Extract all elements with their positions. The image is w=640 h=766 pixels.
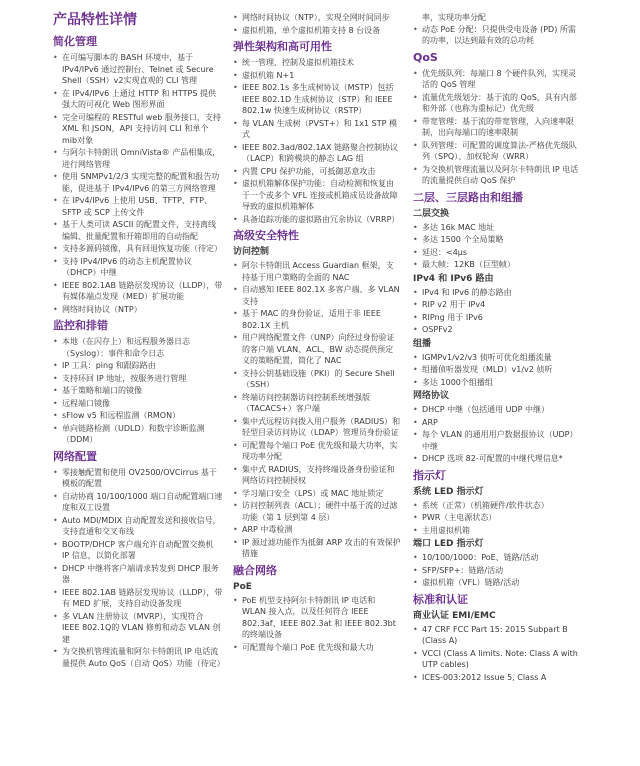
list-item: • 具备追踪功能的虚拟路由冗余协议（VRRP）	[233, 214, 401, 226]
bullet-list	[413, 500, 583, 537]
list-item: • RIP v2 用于 IPv4	[413, 299, 583, 311]
column-2	[233, 12, 401, 655]
list-item: • 为交换机管理流量以及阿尔卡特朗讯 IP 电话的流量提供自动 QoS 保护	[413, 164, 583, 187]
section-heading: 二层、三层路由和组播	[413, 190, 523, 204]
list-item: • 用户网络配置文件（UNP）向经过身份验证的客户端 VLAN、ACL、BW 动态提供预定义的策略配置，简化了 NAC	[233, 332, 401, 367]
list-item: • 本地（在闪存上）和远程服务器日志（Syslog）：事件和命令日志	[53, 336, 223, 359]
list-item: • 使用 SNMPv1/2/3 实现完整的配置和报告功能，促进基于 IPv4/IPv6 的第三方网络管理	[53, 171, 223, 194]
bullet-list	[233, 595, 401, 654]
list-item: • DHCP 中继（包括通用 UDP 中继）	[413, 404, 583, 416]
column-3-lead-list	[413, 24, 583, 47]
list-item: • RIPng 用于 IPv6	[413, 312, 583, 324]
list-item: • 多达 1000个组播组	[413, 377, 583, 389]
list-item: • 带宽管理：基于流的带宽管理，入向速率限制，出向每端口的速率限制	[413, 116, 583, 139]
list-item: • 虚拟机箱解体保护功能：自动检测和恢复由于一个或多个 VFL 连接或机箱成员设备故障导致的虚拟机箱解体	[233, 178, 401, 213]
list-item: • ARP	[413, 417, 583, 429]
bullet-list	[53, 467, 223, 670]
list-item: • OSPFv2	[413, 324, 583, 336]
continued-text: 率，实现功率分配	[422, 13, 486, 22]
list-item: • 队列管理：可配置的调度算法-严格优先级队列（SPQ）、加权轮询（WRR）	[413, 140, 583, 163]
list-item: • BOOTP/DHCP 客户端允许自动配置交换机 IP 信息，以简化部署	[53, 539, 223, 562]
list-item: • PWR（主电源状态）	[413, 512, 583, 524]
list-item: • 终端访问控制器访问控制系统增强版（TACACS+）客户端	[233, 392, 401, 415]
subsection-heading: 商业认证 EMI/EMC	[413, 610, 496, 621]
list-item: • 优先级队列：每端口 8 个硬件队列，实现灵活的 QoS 管理	[413, 68, 583, 91]
list-item: • 为交换机管理流量和阿尔卡特朗讯 IP 电话流量提供 Auto QoS（自动 QoS）功能（待定）	[53, 646, 223, 669]
section-heading: QoS	[413, 50, 438, 64]
section-heading: 融合网络	[233, 563, 277, 577]
list-item: • 支持多源码镜像，具有回退恢复功能（待定）	[53, 243, 223, 255]
list-item: • 基于策略和端口的镜像	[53, 385, 223, 397]
list-item: • 集中式 RADIUS，支持终端设备身份验证和网络访问控制授权	[233, 464, 401, 487]
list-item: • 虚拟机箱（VFL）链路/活动	[413, 577, 583, 589]
column-2-lead-list	[233, 12, 401, 36]
list-item: • IGMPv1/v2/v3 侦听可优化组播流量	[413, 352, 583, 364]
list-item: • 学习端口安全（LPS）或 MAC 地址锁定	[233, 488, 401, 500]
list-item: • 虚拟机箱 N+1	[233, 70, 401, 82]
list-item: • DHCP 中继将客户端请求转发到 DHCP 服务器	[53, 563, 223, 586]
subsection-heading: 网络协议	[413, 391, 450, 401]
list-item: • 自动协商 10/100/1000 端口自动配置端口速度和双工设置	[53, 491, 223, 514]
list-item: • 支持环回 IP 地址，按服务进行管理	[53, 373, 223, 385]
list-item: • 支持公钥基础设施（PKI）的 Secure Shell（SSH）	[233, 368, 401, 391]
list-item: • 内置 CPU 保护功能，可抵御恶意攻击	[233, 166, 401, 178]
section-heading: 高级安全特性	[233, 229, 299, 242]
bullet-list	[413, 222, 583, 271]
list-item: • IEEE 802.1s 多生成树协议（MSTP）包括 IEEE 802.1D 生成树协议（STP）和 IEEE 802.1w 快速生成树协议（RSTP）	[233, 82, 401, 117]
list-item: • 访问控制列表（ACL）；硬件中基于流的过滤功能（第 1 层到第 4 层）	[233, 500, 401, 523]
list-item: • 单向链路检测（UDLD）和数字诊断监测（DDM）	[53, 423, 223, 446]
list-item: • 支持 IPv4/IPv6 的动态主机配置协议（DHCP）中继	[53, 256, 223, 279]
list-item: • 组播侦听器发现（MLD）v1/v2 侦听	[413, 364, 583, 376]
list-item: • 与阿尔卡特朗讯 OmniVista® 产品相集成，进行网络管理	[53, 147, 223, 170]
list-item: • 每个 VLAN 的通用用户数据报协议（UDP）中继	[413, 429, 583, 452]
list-item: • IEEE 802.3ad/802.1AX 链路聚合控制协议（LACP）和跨模块的静态 LAG 组	[233, 142, 401, 165]
list-item: • 多达 16k MAC 地址	[413, 222, 583, 234]
bullet-list	[413, 352, 583, 389]
list-item: • sFlow v5 和远程监测（RMON）	[53, 410, 223, 422]
list-item: • 远程端口镜像	[53, 398, 223, 410]
bullet-list	[413, 404, 583, 465]
subsection-heading: 二层交换	[413, 208, 450, 219]
list-item: • 多 VLAN 注册协议（MVRP），实现符合 IEEE 802.1Q的 VLAN 修剪和动态 VLAN 创建	[53, 611, 223, 646]
list-item: • 零接触配置和使用 OV2500/OVCirrus 基于模板的配置	[53, 467, 223, 490]
list-item: • 系统（正常）（机箱硬件/软件状态）	[413, 500, 583, 512]
list-item: • 基于 MAC 的身份验证，适用于非 IEEE 802.1X 主机	[233, 308, 401, 331]
list-item: • 统一管理、控制及虚拟机箱技术	[233, 57, 401, 69]
subsection-heading: IPv4 和 IPv6 路由	[413, 273, 494, 284]
list-item: • 在可编写脚本的 BASH 环境中，基于 IPv4/IPv6 通过控制台、Telnet 或 Secure Shell（SSH）v2实现直观的 CLI 管理	[53, 52, 223, 87]
bullet-list	[233, 57, 401, 225]
section-heading: 弹性架构和高可用性	[233, 40, 332, 53]
list-item: • DHCP 选项 82-可配置的中继代理信息*	[413, 453, 583, 465]
list-item: • PoE 机型支持阿尔卡特朗讯 IP 电话和 WLAN 接入点，以及任何符合 IEEE 802.3af、IEEE 802.3at 和 IEEE 802.3bt 的终端设备	[233, 595, 401, 641]
bullet-list	[413, 552, 583, 589]
section-heading: 指示灯	[413, 468, 446, 482]
column-3	[413, 12, 583, 685]
list-item: • IP 源过滤功能作为抵御 ARP 攻击的有效保护措施	[233, 537, 401, 560]
list-item: • 集中式远程访问拨入用户服务（RADIUS）和轻型目录访问协议（LDAP）管理员身份验证	[233, 416, 401, 439]
list-item: • 可配置每个端口 PoE 优先级和最大功率，实现功率分配	[233, 440, 401, 463]
bullet-list	[53, 336, 223, 446]
list-item: • 最大帧：12KB（巨型帧）	[413, 259, 583, 271]
bullet-list	[413, 287, 583, 336]
column-1	[53, 12, 223, 671]
list-item: • 网络时间协议（NTP），实现全网时间同步	[233, 12, 401, 24]
subsection-heading: 端口 LED 指示灯	[413, 539, 484, 549]
list-item: • ARP 中毒检测	[233, 524, 401, 536]
list-item: • 网络时间协议（NTP）	[53, 304, 223, 316]
list-item: • SFP/SFP+：链路/活动	[413, 565, 583, 577]
section-heading: 简化管理	[53, 35, 97, 48]
list-item: • Auto MDI/MDIX 自动配置发送和接收信号，支持直通和交叉布线	[53, 515, 223, 538]
subsection-heading: 系统 LED 指示灯	[413, 486, 484, 497]
section-heading: 监控和排错	[53, 319, 108, 332]
list-item: • 流量优先级划分：基于流的 QoS，具有内部和外部（也称为重标记）优先级	[413, 92, 583, 115]
bullet-list	[413, 624, 583, 684]
subsection-heading: 组播	[413, 338, 432, 349]
list-item: • 47 CRF FCC Part 15: 2015 Subpart B (Class A)	[413, 624, 583, 647]
list-item: • VCCI (Class A limits. Note: Class A with UTP cables)	[413, 648, 583, 671]
section-heading: 标准和认证	[413, 592, 468, 606]
list-item: • 虚拟机箱，单个虚拟机箱支持 8 台设备	[233, 25, 401, 37]
list-item: • 基于人类可读 ASCII 的配置文件，支持离线编辑、批量配置和开箱即用的自动指配	[53, 219, 223, 242]
subsection-heading: 访问控制	[233, 247, 270, 257]
list-item: • 延迟：<4μs	[413, 247, 583, 259]
list-item: • IEEE 802.1AB 链路层发现协议（LLDP），带有 MED 扩展，支持自动设备发现	[53, 587, 223, 610]
subsection-heading: PoE	[233, 581, 252, 592]
bullet-list	[233, 260, 401, 560]
list-item: • 完全可编程的 RESTful web 服务接口，支持 XML 和 JSON，API 支持访问 CLI 和单个 mib对象	[53, 112, 223, 147]
list-item: • IEEE 802.1AB 链路层发现协议（LLDP），带有媒体端点发现（MED）扩展功能	[53, 280, 223, 303]
list-item: • 多达 1500 个全局策略	[413, 234, 583, 246]
list-item: • 阿尔卡特朗讯 Access Guardian 框架，支持基于用户策略的全面的 NAC	[233, 260, 401, 283]
list-item: • IPv4 和 IPv6 的静态路由	[413, 287, 583, 299]
list-item: • 在 IPv4/IPv6 上使用 USB、TFTP、FTP、SFTP 或 SCP 上传文件	[53, 195, 223, 218]
list-item: • 自动感知 IEEE 802.1X 多客户端、多 VLAN 支持	[233, 284, 401, 307]
list-item: • 动态 PoE 分配：只提供受电设备 (PD) 所需的功率，以达到最有效的总功耗	[413, 24, 583, 47]
list-item: • 10/100/1000：PoE、链路/活动	[413, 552, 583, 564]
list-item: • 主用虚拟机箱	[413, 525, 583, 537]
page-title: 产品特性详情	[53, 12, 137, 28]
list-item: • ICES-003:2012 Issue 5, Class A	[413, 672, 583, 684]
section-heading: 网络配置	[53, 449, 97, 463]
list-item: • 可配置每个端口 PoE 优先级和最大功	[233, 642, 401, 654]
list-item: • 在 IPv4/IPv6 上通过 HTTP 和 HTTPS 提供强大的可视化 Web 图形界面	[53, 88, 223, 111]
bullet-list	[53, 52, 223, 315]
bullet-list	[413, 68, 583, 187]
list-item: • 每 VLAN 生成树（PVST+）和 1x1 STP 模式	[233, 118, 401, 141]
list-item: • IP 工具：ping 和跟踪路由	[53, 360, 223, 372]
